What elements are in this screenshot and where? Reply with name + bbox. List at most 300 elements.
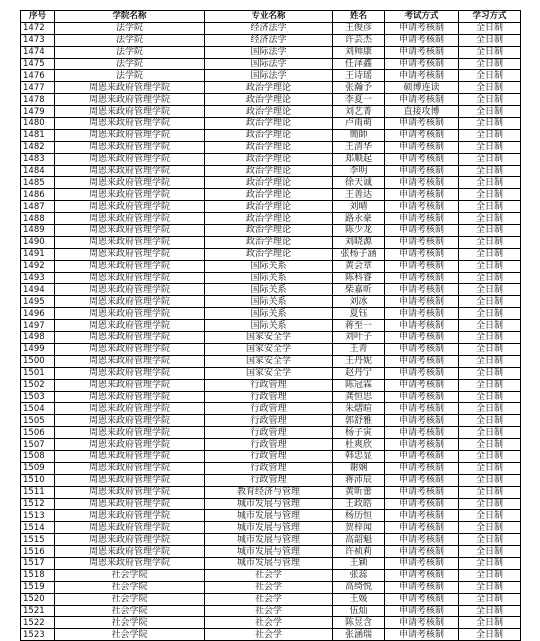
cell-study-mode: 全日制 — [459, 248, 521, 260]
table-body — [21, 22, 521, 640]
cell-school: 周恩来政府管理学院 — [55, 486, 205, 498]
cell-index: 1480 — [21, 118, 55, 130]
cell-name: 谢娴 — [333, 462, 385, 474]
cell-major: 国际关系 — [205, 320, 333, 332]
cell-index: 1500 — [21, 355, 55, 367]
cell-major: 社会学 — [205, 581, 333, 593]
cell-school: 周恩来政府管理学院 — [55, 236, 205, 248]
table-row — [21, 165, 521, 177]
cell-school: 周恩来政府管理学院 — [55, 534, 205, 546]
cell-exam-method: 申请考核制 — [385, 605, 459, 617]
table-row — [21, 296, 521, 308]
table-row — [21, 236, 521, 248]
cell-index: 1519 — [21, 581, 55, 593]
cell-study-mode: 全日制 — [459, 22, 521, 34]
cell-exam-method: 申请考核制 — [385, 320, 459, 332]
cell-school: 周恩来政府管理学院 — [55, 284, 205, 296]
cell-study-mode: 全日制 — [459, 225, 521, 237]
cell-major: 社会学 — [205, 569, 333, 581]
cell-school: 周恩来政府管理学院 — [55, 141, 205, 153]
cell-study-mode: 全日制 — [459, 153, 521, 165]
cell-exam-method: 申请考核制 — [385, 46, 459, 58]
header-exam-method: 考试方式 — [385, 11, 459, 23]
cell-index: 1482 — [21, 141, 55, 153]
cell-exam-method: 申请考核制 — [385, 165, 459, 177]
cell-study-mode: 全日制 — [459, 129, 521, 141]
cell-study-mode: 全日制 — [459, 320, 521, 332]
cell-major: 政治学理论 — [205, 165, 333, 177]
cell-name: 张涵瑞 — [333, 629, 385, 641]
cell-exam-method: 申请考核制 — [385, 534, 459, 546]
table-row — [21, 510, 521, 522]
cell-school: 周恩来政府管理学院 — [55, 320, 205, 332]
table-row — [21, 498, 521, 510]
cell-school: 周恩来政府管理学院 — [55, 129, 205, 141]
cell-major: 社会学 — [205, 617, 333, 629]
cell-study-mode: 全日制 — [459, 569, 521, 581]
cell-index: 1518 — [21, 569, 55, 581]
table-row — [21, 22, 521, 34]
cell-major: 国际关系 — [205, 296, 333, 308]
cell-major: 国际法学 — [205, 70, 333, 82]
cell-major: 国际关系 — [205, 260, 333, 272]
cell-school: 周恩来政府管理学院 — [55, 332, 205, 344]
cell-name: 刘帅康 — [333, 46, 385, 58]
cell-school: 周恩来政府管理学院 — [55, 106, 205, 118]
table-row — [21, 225, 521, 237]
cell-index: 1487 — [21, 201, 55, 213]
table-row — [21, 546, 521, 558]
cell-name: 贺梓闻 — [333, 522, 385, 534]
cell-index: 1486 — [21, 189, 55, 201]
table-row — [21, 284, 521, 296]
cell-major: 国际法学 — [205, 58, 333, 70]
cell-major: 行政管理 — [205, 450, 333, 462]
header-school: 学院名称 — [55, 11, 205, 23]
cell-index: 1497 — [21, 320, 55, 332]
cell-study-mode: 全日制 — [459, 201, 521, 213]
cell-exam-method: 申请考核制 — [385, 189, 459, 201]
cell-study-mode: 全日制 — [459, 450, 521, 462]
cell-major: 国家安全学 — [205, 367, 333, 379]
cell-school: 周恩来政府管理学院 — [55, 343, 205, 355]
cell-exam-method: 申请考核制 — [385, 439, 459, 451]
table-row — [21, 391, 521, 403]
cell-major: 政治学理论 — [205, 118, 333, 130]
cell-name: 王政皓 — [333, 498, 385, 510]
cell-index: 1510 — [21, 474, 55, 486]
cell-exam-method: 申请考核制 — [385, 22, 459, 34]
cell-exam-method: 申请考核制 — [385, 427, 459, 439]
cell-study-mode: 全日制 — [459, 510, 521, 522]
cell-name: 杨历恒 — [333, 510, 385, 522]
cell-study-mode: 全日制 — [459, 94, 521, 106]
cell-study-mode: 全日制 — [459, 332, 521, 344]
cell-major: 政治学理论 — [205, 94, 333, 106]
table-row — [21, 427, 521, 439]
table-row — [21, 486, 521, 498]
cell-name: 王善达 — [333, 189, 385, 201]
cell-name: 刘晴 — [333, 201, 385, 213]
cell-major: 行政管理 — [205, 403, 333, 415]
cell-index: 1496 — [21, 308, 55, 320]
cell-study-mode: 全日制 — [459, 403, 521, 415]
cell-name: 王俊彦 — [333, 22, 385, 34]
cell-exam-method: 申请考核制 — [385, 70, 459, 82]
cell-name: 杨子寅 — [333, 427, 385, 439]
cell-study-mode: 全日制 — [459, 177, 521, 189]
cell-study-mode: 全日制 — [459, 58, 521, 70]
cell-school: 周恩来政府管理学院 — [55, 379, 205, 391]
cell-study-mode: 全日制 — [459, 355, 521, 367]
table-row — [21, 129, 521, 141]
cell-name: 陈昱含 — [333, 617, 385, 629]
cell-index: 1512 — [21, 498, 55, 510]
cell-index: 1491 — [21, 248, 55, 260]
cell-study-mode: 全日制 — [459, 70, 521, 82]
cell-major: 城市发展与管理 — [205, 522, 333, 534]
cell-major: 教育经济与管理 — [205, 486, 333, 498]
cell-study-mode: 全日制 — [459, 82, 521, 94]
cell-index: 1511 — [21, 486, 55, 498]
cell-index: 1485 — [21, 177, 55, 189]
header-index: 序号 — [21, 11, 55, 23]
table-row — [21, 58, 521, 70]
cell-study-mode: 全日制 — [459, 498, 521, 510]
cell-school: 周恩来政府管理学院 — [55, 118, 205, 130]
cell-exam-method: 申请考核制 — [385, 34, 459, 46]
cell-index: 1513 — [21, 510, 55, 522]
header-major: 专业名称 — [205, 11, 333, 23]
cell-name: 许芸杰 — [333, 34, 385, 46]
cell-major: 行政管理 — [205, 379, 333, 391]
cell-major: 国际关系 — [205, 284, 333, 296]
table-row — [21, 272, 521, 284]
cell-school: 周恩来政府管理学院 — [55, 462, 205, 474]
cell-exam-method: 申请考核制 — [385, 581, 459, 593]
cell-exam-method: 申请考核制 — [385, 308, 459, 320]
cell-study-mode: 全日制 — [459, 593, 521, 605]
cell-school: 周恩来政府管理学院 — [55, 546, 205, 558]
cell-school: 周恩来政府管理学院 — [55, 308, 205, 320]
cell-school: 周恩来政府管理学院 — [55, 94, 205, 106]
cell-exam-method: 申请考核制 — [385, 379, 459, 391]
cell-school: 周恩来政府管理学院 — [55, 213, 205, 225]
cell-school: 法学院 — [55, 22, 205, 34]
cell-major: 政治学理论 — [205, 153, 333, 165]
cell-school: 社会学院 — [55, 605, 205, 617]
cell-exam-method: 申请考核制 — [385, 284, 459, 296]
table-row — [21, 367, 521, 379]
cell-name: 李明 — [333, 165, 385, 177]
cell-index: 1501 — [21, 367, 55, 379]
cell-study-mode: 全日制 — [459, 367, 521, 379]
cell-name: 韩忠显 — [333, 450, 385, 462]
cell-study-mode: 全日制 — [459, 379, 521, 391]
cell-study-mode: 全日制 — [459, 141, 521, 153]
cell-major: 城市发展与管理 — [205, 510, 333, 522]
cell-study-mode: 全日制 — [459, 474, 521, 486]
cell-exam-method: 申请考核制 — [385, 201, 459, 213]
cell-name: 刘艺菁 — [333, 106, 385, 118]
cell-exam-method: 申请考核制 — [385, 629, 459, 641]
cell-school: 周恩来政府管理学院 — [55, 201, 205, 213]
cell-index: 1509 — [21, 462, 55, 474]
cell-name: 张蕊 — [333, 569, 385, 581]
cell-study-mode: 全日制 — [459, 343, 521, 355]
cell-index: 1492 — [21, 260, 55, 272]
cell-study-mode: 全日制 — [459, 213, 521, 225]
cell-major: 政治学理论 — [205, 236, 333, 248]
cell-study-mode: 全日制 — [459, 534, 521, 546]
table-row — [21, 605, 521, 617]
cell-school: 周恩来政府管理学院 — [55, 450, 205, 462]
cell-major: 国际关系 — [205, 308, 333, 320]
table-row — [21, 403, 521, 415]
cell-exam-method: 申请考核制 — [385, 474, 459, 486]
cell-index: 1508 — [21, 450, 55, 462]
table-row — [21, 581, 521, 593]
cell-name: 杜爽欣 — [333, 439, 385, 451]
cell-school: 周恩来政府管理学院 — [55, 189, 205, 201]
cell-school: 周恩来政府管理学院 — [55, 474, 205, 486]
cell-name: 王颖 — [333, 557, 385, 569]
cell-exam-method: 申请考核制 — [385, 450, 459, 462]
table-row — [21, 343, 521, 355]
cell-major: 经济法学 — [205, 34, 333, 46]
cell-major: 行政管理 — [205, 415, 333, 427]
cell-school: 法学院 — [55, 70, 205, 82]
cell-name: 王青 — [333, 343, 385, 355]
cell-major: 城市发展与管理 — [205, 546, 333, 558]
cell-index: 1473 — [21, 34, 55, 46]
cell-major: 城市发展与管理 — [205, 498, 333, 510]
cell-school: 周恩来政府管理学院 — [55, 248, 205, 260]
cell-study-mode: 全日制 — [459, 308, 521, 320]
cell-exam-method: 申请考核制 — [385, 522, 459, 534]
table-row — [21, 355, 521, 367]
cell-name: 赵丹宁 — [333, 367, 385, 379]
cell-exam-method: 申请考核制 — [385, 617, 459, 629]
cell-school: 周恩来政府管理学院 — [55, 225, 205, 237]
cell-index: 1516 — [21, 546, 55, 558]
cell-index: 1506 — [21, 427, 55, 439]
cell-name: 王丹妮 — [333, 355, 385, 367]
cell-major: 城市发展与管理 — [205, 534, 333, 546]
cell-name: 路永豪 — [333, 213, 385, 225]
cell-name: 夏钰 — [333, 308, 385, 320]
table-row — [21, 118, 521, 130]
cell-major: 社会学 — [205, 629, 333, 641]
cell-school: 周恩来政府管理学院 — [55, 510, 205, 522]
cell-school: 社会学院 — [55, 581, 205, 593]
cell-exam-method: 硕博连读 — [385, 82, 459, 94]
cell-school: 周恩来政府管理学院 — [55, 403, 205, 415]
cell-index: 1498 — [21, 332, 55, 344]
cell-major: 政治学理论 — [205, 189, 333, 201]
cell-major: 国际关系 — [205, 272, 333, 284]
cell-exam-method: 申请考核制 — [385, 403, 459, 415]
cell-exam-method: 申请考核制 — [385, 141, 459, 153]
cell-name: 刘叶子 — [333, 332, 385, 344]
cell-name: 李夏一 — [333, 94, 385, 106]
table-row — [21, 462, 521, 474]
cell-exam-method: 申请考核制 — [385, 415, 459, 427]
table-row — [21, 308, 521, 320]
cell-name: 郑顺起 — [333, 153, 385, 165]
cell-school: 周恩来政府管理学院 — [55, 296, 205, 308]
cell-exam-method: 申请考核制 — [385, 557, 459, 569]
cell-name: 高绮悦 — [333, 581, 385, 593]
cell-name: 王诗瑶 — [333, 70, 385, 82]
cell-exam-method: 申请考核制 — [385, 462, 459, 474]
table-row — [21, 439, 521, 451]
cell-index: 1522 — [21, 617, 55, 629]
cell-index: 1502 — [21, 379, 55, 391]
cell-name: 黄昕蕾 — [333, 486, 385, 498]
cell-name: 陈少龙 — [333, 225, 385, 237]
cell-index: 1483 — [21, 153, 55, 165]
cell-exam-method: 申请考核制 — [385, 296, 459, 308]
cell-study-mode: 全日制 — [459, 605, 521, 617]
cell-major: 社会学 — [205, 593, 333, 605]
cell-index: 1495 — [21, 296, 55, 308]
cell-study-mode: 全日制 — [459, 522, 521, 534]
cell-name: 陈科睿 — [333, 272, 385, 284]
cell-name: 伍灿 — [333, 605, 385, 617]
cell-name: 蒋至一 — [333, 320, 385, 332]
table-row — [21, 593, 521, 605]
cell-school: 周恩来政府管理学院 — [55, 355, 205, 367]
table-row — [21, 82, 521, 94]
cell-name: 龚恒思 — [333, 391, 385, 403]
table-row — [21, 201, 521, 213]
cell-school: 社会学院 — [55, 617, 205, 629]
cell-study-mode: 全日制 — [459, 439, 521, 451]
cell-major: 行政管理 — [205, 391, 333, 403]
cell-index: 1478 — [21, 94, 55, 106]
cell-index: 1507 — [21, 439, 55, 451]
cell-study-mode: 全日制 — [459, 427, 521, 439]
cell-exam-method: 申请考核制 — [385, 153, 459, 165]
cell-major: 政治学理论 — [205, 106, 333, 118]
cell-index: 1472 — [21, 22, 55, 34]
cell-exam-method: 申请考核制 — [385, 343, 459, 355]
cell-major: 政治学理论 — [205, 141, 333, 153]
table-row — [21, 177, 521, 189]
cell-exam-method: 申请考核制 — [385, 569, 459, 581]
cell-study-mode: 全日制 — [459, 284, 521, 296]
cell-major: 政治学理论 — [205, 225, 333, 237]
cell-major: 政治学理论 — [205, 129, 333, 141]
cell-exam-method: 申请考核制 — [385, 391, 459, 403]
cell-major: 国家安全学 — [205, 332, 333, 344]
cell-study-mode: 全日制 — [459, 629, 521, 641]
cell-name: 陈冠霖 — [333, 379, 385, 391]
cell-study-mode: 全日制 — [459, 581, 521, 593]
cell-school: 周恩来政府管理学院 — [55, 165, 205, 177]
cell-name: 许祯莉 — [333, 546, 385, 558]
cell-school: 周恩来政府管理学院 — [55, 498, 205, 510]
cell-index: 1523 — [21, 629, 55, 641]
cell-study-mode: 全日制 — [459, 260, 521, 272]
cell-school: 法学院 — [55, 58, 205, 70]
table-row — [21, 522, 521, 534]
cell-index: 1503 — [21, 391, 55, 403]
cell-index: 1515 — [21, 534, 55, 546]
cell-index: 1517 — [21, 557, 55, 569]
cell-study-mode: 全日制 — [459, 462, 521, 474]
cell-exam-method: 申请考核制 — [385, 94, 459, 106]
table-row — [21, 379, 521, 391]
table-row — [21, 557, 521, 569]
cell-school: 社会学院 — [55, 593, 205, 605]
cell-school: 周恩来政府管理学院 — [55, 557, 205, 569]
cell-name: 徐天诚 — [333, 177, 385, 189]
cell-major: 城市发展与管理 — [205, 557, 333, 569]
cell-index: 1481 — [21, 129, 55, 141]
table-row — [21, 248, 521, 260]
cell-index: 1484 — [21, 165, 55, 177]
cell-study-mode: 全日制 — [459, 34, 521, 46]
cell-school: 法学院 — [55, 34, 205, 46]
cell-study-mode: 全日制 — [459, 546, 521, 558]
cell-school: 周恩来政府管理学院 — [55, 391, 205, 403]
header-study-mode: 学习方式 — [459, 11, 521, 23]
cell-major: 政治学理论 — [205, 177, 333, 189]
cell-exam-method: 申请考核制 — [385, 225, 459, 237]
cell-index: 1493 — [21, 272, 55, 284]
cell-study-mode: 全日制 — [459, 165, 521, 177]
cell-school: 周恩来政府管理学院 — [55, 153, 205, 165]
cell-major: 政治学理论 — [205, 82, 333, 94]
cell-name: 张瀚予 — [333, 82, 385, 94]
cell-index: 1504 — [21, 403, 55, 415]
cell-name: 刘冰 — [333, 296, 385, 308]
cell-major: 国家安全学 — [205, 343, 333, 355]
cell-index: 1505 — [21, 415, 55, 427]
cell-school: 周恩来政府管理学院 — [55, 367, 205, 379]
cell-school: 周恩来政府管理学院 — [55, 415, 205, 427]
table-row — [21, 320, 521, 332]
table-row — [21, 629, 521, 641]
cell-name: 朱熠暄 — [333, 403, 385, 415]
cell-exam-method: 申请考核制 — [385, 213, 459, 225]
table-row — [21, 450, 521, 462]
cell-major: 政治学理论 — [205, 213, 333, 225]
cell-major: 行政管理 — [205, 439, 333, 451]
cell-index: 1494 — [21, 284, 55, 296]
cell-name: 簡帥 — [333, 129, 385, 141]
cell-exam-method: 申请考核制 — [385, 118, 459, 130]
cell-major: 政治学理论 — [205, 201, 333, 213]
cell-major: 行政管理 — [205, 427, 333, 439]
cell-index: 1476 — [21, 70, 55, 82]
cell-exam-method: 申请考核制 — [385, 272, 459, 284]
cell-exam-method: 申请考核制 — [385, 177, 459, 189]
cell-name: 高韶魁 — [333, 534, 385, 546]
table-row — [21, 106, 521, 118]
cell-exam-method: 申请考核制 — [385, 248, 459, 260]
table-row — [21, 153, 521, 165]
cell-name: 黄会章 — [333, 260, 385, 272]
cell-name: 卢雨萌 — [333, 118, 385, 130]
cell-exam-method: 申请考核制 — [385, 367, 459, 379]
cell-exam-method: 申请考核制 — [385, 58, 459, 70]
cell-index: 1475 — [21, 58, 55, 70]
cell-name: 刘晓源 — [333, 236, 385, 248]
cell-name: 任泽鑫 — [333, 58, 385, 70]
